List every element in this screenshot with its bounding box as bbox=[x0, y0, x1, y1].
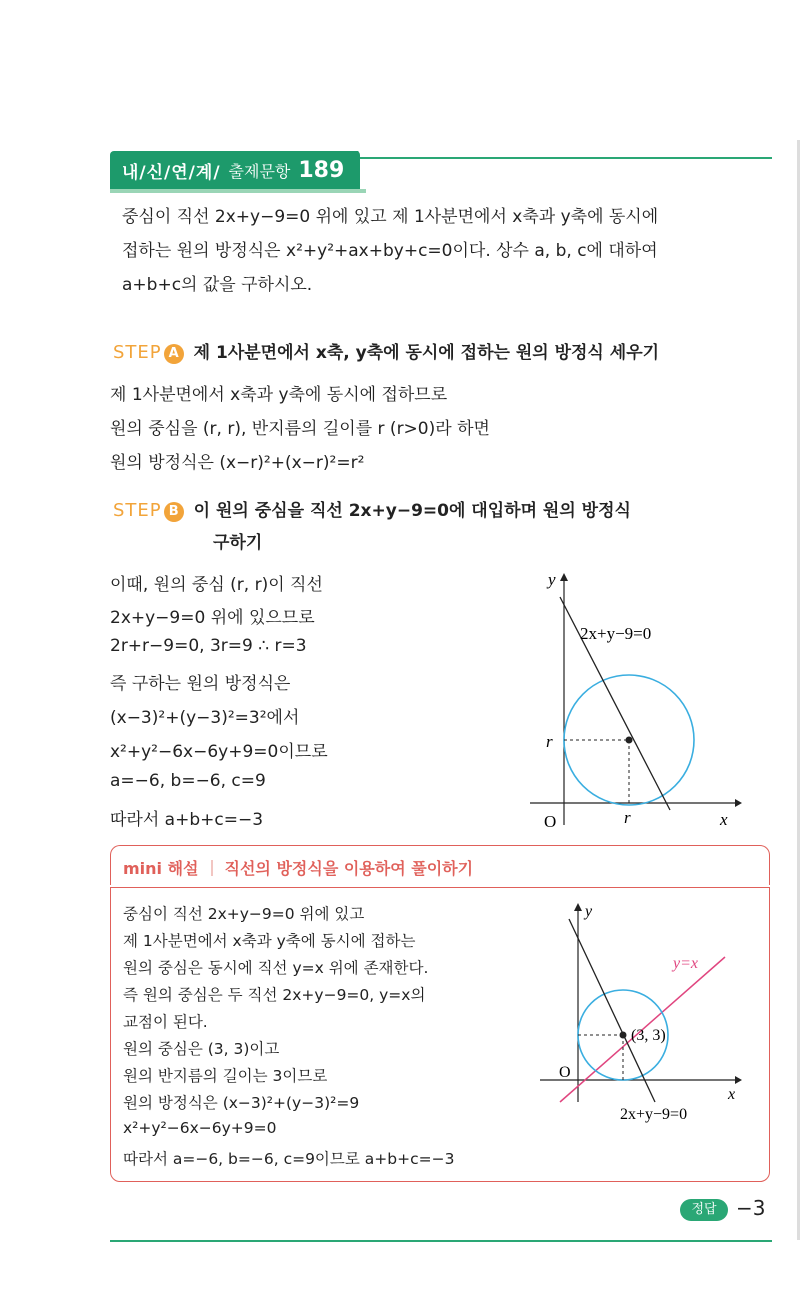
origin-label: O bbox=[544, 812, 557, 831]
x-axis-label: x bbox=[720, 810, 728, 829]
mini-line-6: 원의 중심은 (3, 3)이고 bbox=[123, 1040, 280, 1058]
footer-rule bbox=[110, 1240, 772, 1242]
mini-point-label: (3, 3) bbox=[631, 1027, 666, 1044]
problem-line-1: 중심이 직선 2x+y−9=0 위에 있고 제 1사분면에서 x축과 y축에 동시에 bbox=[122, 207, 659, 227]
mini-origin-label: O bbox=[559, 1064, 571, 1081]
step-a-line-2: 원의 중심을 (r, r), 반지름의 길이를 r (r>0)라 하면 bbox=[110, 419, 490, 439]
step-b-label: STEP bbox=[113, 500, 162, 521]
mini-heading bbox=[123, 856, 473, 879]
mini-y-axis-arrow bbox=[574, 903, 582, 911]
mini-line-2x-y-9 bbox=[569, 919, 655, 1102]
mini-divider bbox=[211, 860, 213, 876]
tag-series: 내/신/연/계/ bbox=[122, 162, 221, 183]
step-b-line-5: (x−3)²+(y−3)²=3²에서 bbox=[110, 708, 300, 728]
x-axis-arrow bbox=[735, 799, 742, 807]
mini-line-3: 원의 중심은 동시에 직선 y=x 위에 존재한다. bbox=[123, 959, 429, 977]
mini-center-point bbox=[620, 1032, 627, 1039]
step-b-line-8: 따라서 a+b+c=−3 bbox=[110, 810, 264, 830]
mini-line-2: 제 1사분면에서 x축과 y축에 동시에 접하는 bbox=[123, 932, 416, 950]
mini-line-10: 따라서 a=−6, b=−6, c=9이므로 a+b+c=−3 bbox=[123, 1150, 455, 1168]
tag-label: 출제문항 bbox=[228, 161, 291, 181]
step-a-title: 제 1사분면에서 x축, y축에 동시에 접하는 원의 방정식 세우기 bbox=[193, 343, 660, 363]
step-a-label: STEP bbox=[113, 342, 162, 363]
mini-line-4: 즉 원의 중심은 두 직선 2x+y−9=0, y=x의 bbox=[123, 986, 426, 1004]
line-label: 2x+y−9=0 bbox=[580, 624, 652, 643]
problem-tag bbox=[110, 151, 360, 189]
step-a-badge: A bbox=[164, 344, 184, 364]
answer-value: −3 bbox=[736, 1196, 766, 1220]
mini-line-label: 2x+y−9=0 bbox=[620, 1106, 688, 1123]
step-b-title-2: 구하기 bbox=[213, 533, 263, 553]
answer-badge: 정답 bbox=[680, 1199, 728, 1221]
step-a-heading bbox=[113, 338, 659, 364]
step-b-line-6: x²+y²−6x−6y+9=0이므로 bbox=[110, 742, 328, 762]
mini-yx-label: y=x bbox=[673, 955, 698, 972]
step-b-line-2: 2x+y−9=0 위에 있으므로 bbox=[110, 608, 315, 628]
step-a-line-3: 원의 방정식은 (x−r)²+(x−r)²=r² bbox=[110, 453, 365, 473]
mini-line-7: 원의 반지름의 길이는 3이므로 bbox=[123, 1067, 328, 1085]
tag-underline bbox=[110, 189, 366, 193]
step-b-badge: B bbox=[164, 502, 184, 522]
mini-x-axis-label: x bbox=[728, 1086, 736, 1103]
tag-number: 189 bbox=[298, 157, 345, 183]
tag-slant bbox=[344, 151, 366, 189]
mini-line-9: x²+y²−6x−6y+9=0 bbox=[123, 1119, 277, 1137]
step-b-heading bbox=[113, 496, 631, 522]
mini-y-axis-label: y bbox=[585, 903, 593, 920]
mini-line-8: 원의 방정식은 (x−3)²+(y−3)²=9 bbox=[123, 1094, 360, 1112]
problem-line-3: a+b+c의 값을 구하시오. bbox=[122, 275, 313, 295]
mini-label: mini 해설 bbox=[123, 859, 199, 878]
mini-line-1: 중심이 직선 2x+y−9=0 위에 있고 bbox=[123, 905, 365, 923]
mini-figure bbox=[535, 897, 765, 1137]
mini-line-5: 교점이 된다. bbox=[123, 1013, 208, 1031]
mini-x-axis-arrow bbox=[735, 1076, 742, 1084]
r-label-y: r bbox=[546, 732, 553, 751]
y-axis-label: y bbox=[548, 570, 556, 589]
step-b-figure bbox=[520, 565, 770, 835]
center-point bbox=[626, 737, 633, 744]
problem-line-2: 접하는 원의 방정식은 x²+y²+ax+by+c=0이다. 상수 a, b, c에 대하여 bbox=[122, 241, 658, 261]
step-b-title-1: 이 원의 중심을 직선 2x+y−9=0에 대입하며 원의 방정식 bbox=[193, 501, 631, 521]
step-b-line-7: a=−6, b=−6, c=9 bbox=[110, 771, 266, 791]
step-b-line-3: 2r+r−9=0, 3r=9 ∴ r=3 bbox=[110, 636, 307, 656]
step-b-line-1: 이때, 원의 중심 (r, r)이 직선 bbox=[110, 575, 323, 595]
mini-title: 직선의 방정식을 이용하여 풀이하기 bbox=[224, 859, 474, 878]
step-b-line-4: 즉 구하는 원의 방정식은 bbox=[110, 674, 291, 694]
r-label-x: r bbox=[624, 808, 631, 827]
step-a-line-1: 제 1사분면에서 x축과 y축에 동시에 접하므로 bbox=[110, 385, 448, 405]
y-axis-arrow bbox=[560, 573, 568, 581]
